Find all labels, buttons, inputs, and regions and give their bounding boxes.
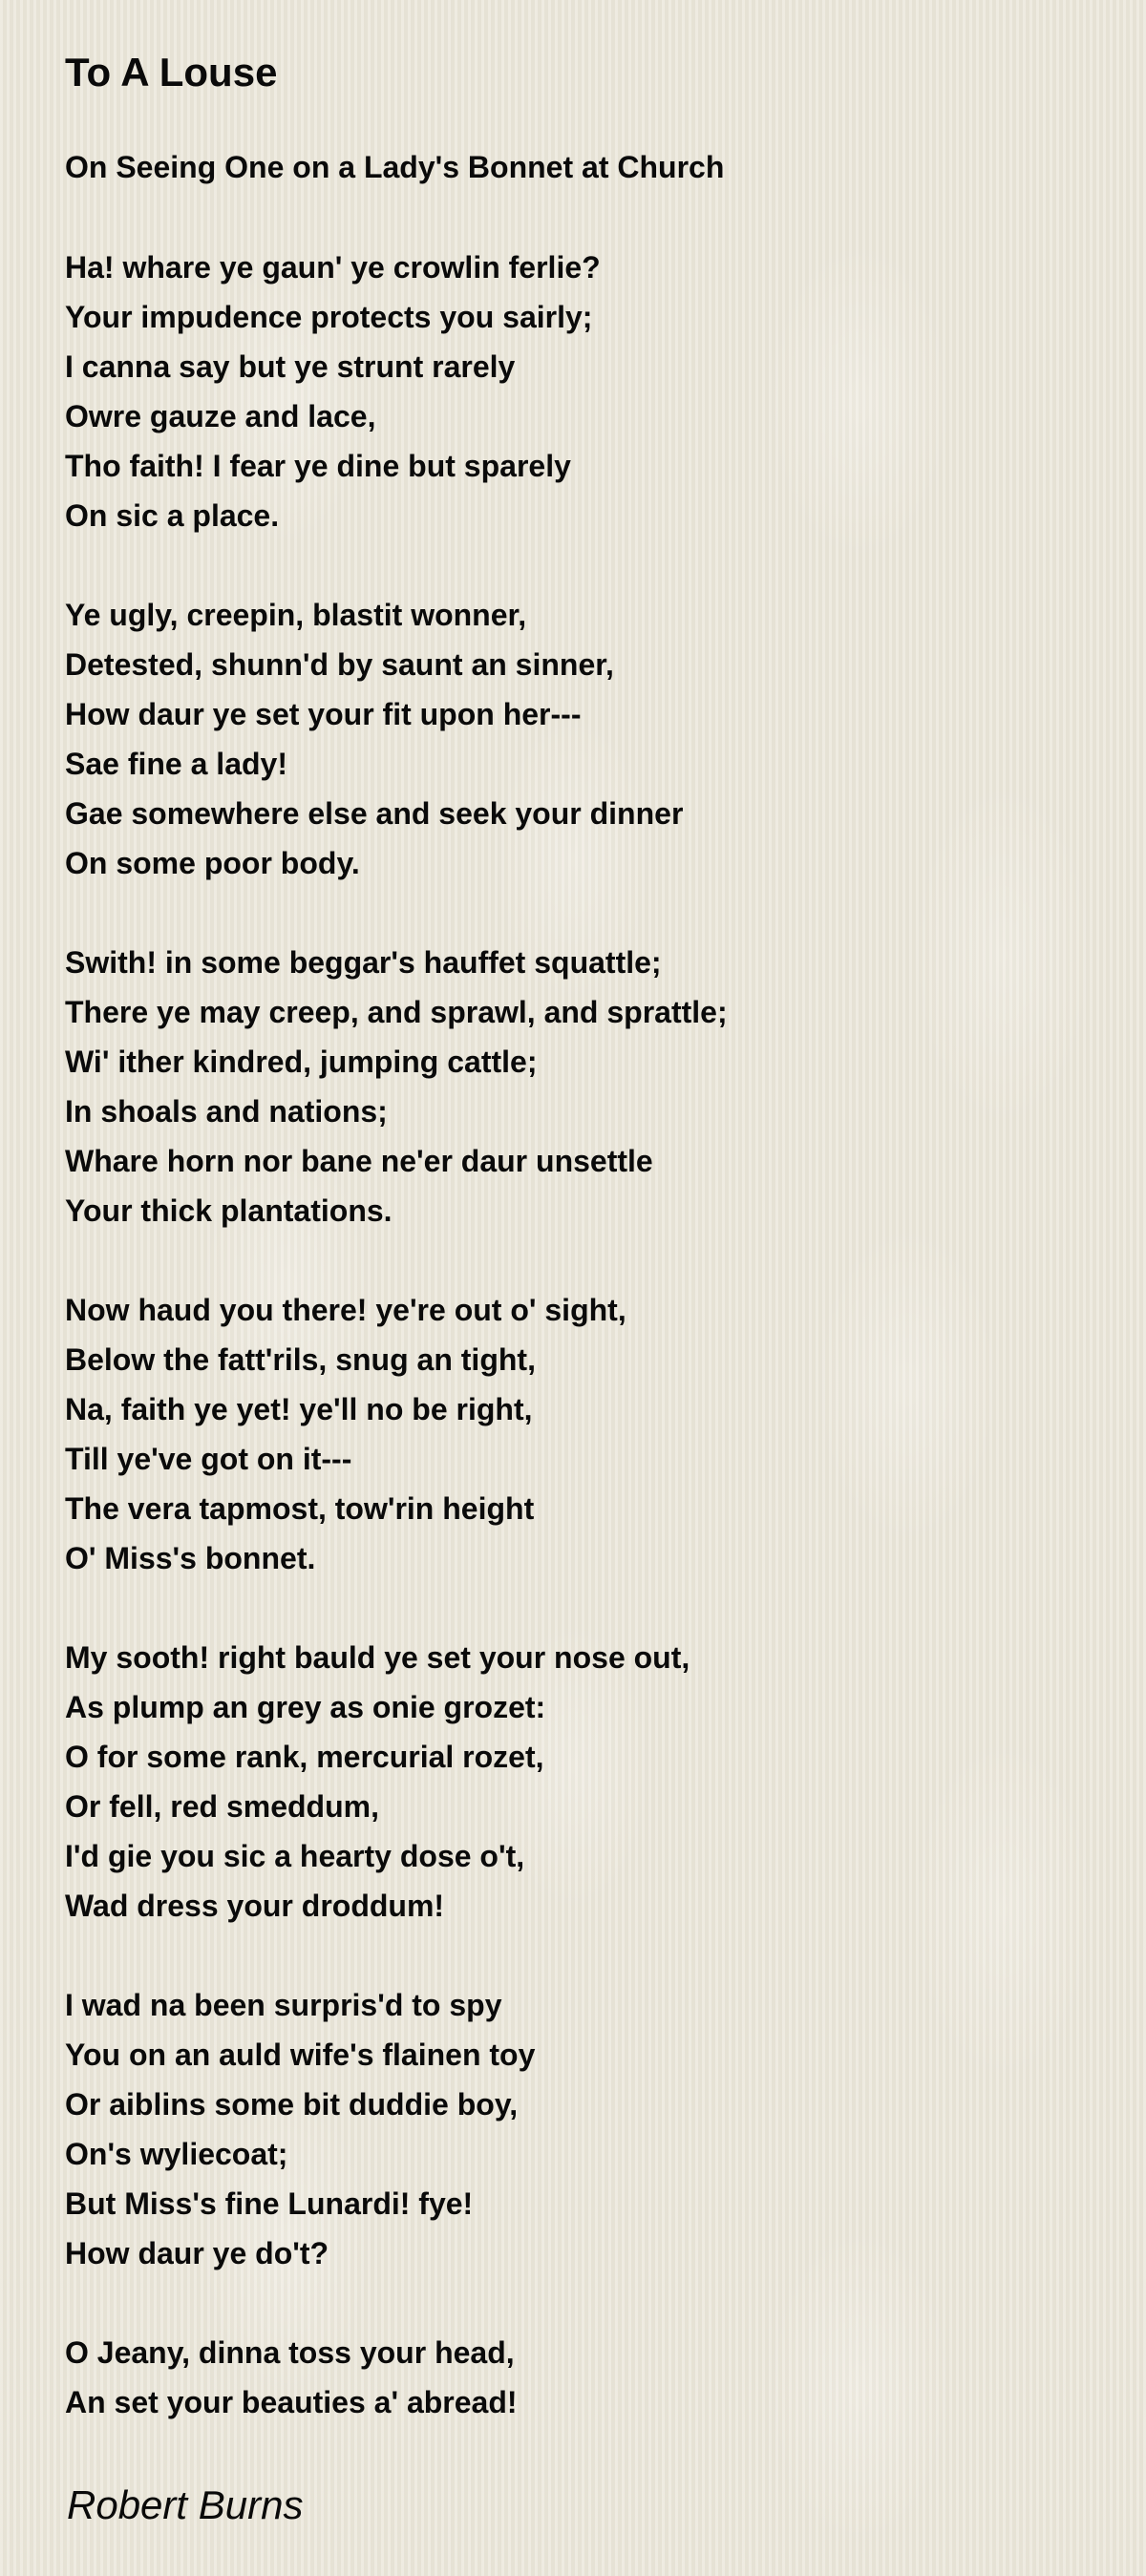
poem-line: How daur ye set your fit upon her--- <box>65 697 582 731</box>
poem-body <box>65 243 1115 2427</box>
poem-line: How daur ye do't? <box>65 2236 329 2270</box>
poem-line: Till ye've got on it--- <box>65 1442 352 1476</box>
poem-line: Swith! in some beggar's hauffet squattle; <box>65 945 662 980</box>
poem-line: Wi' ither kindred, jumping cattle; <box>65 1045 538 1079</box>
poem-line: Now haud you there! ye're out o' sight, <box>65 1293 626 1327</box>
stanza-6 <box>65 1980 1115 2278</box>
poem-line: But Miss's fine Lunardi! fye! <box>65 2186 474 2221</box>
poem-line: Owre gauze and lace, <box>65 399 376 433</box>
poem-line: I'd gie you sic a hearty dose o't, <box>65 1839 525 1873</box>
stanza-2 <box>65 590 1115 888</box>
poem-line: I canna say but ye strunt rarely <box>65 349 516 384</box>
poem-line: O for some rank, mercurial rozet, <box>65 1740 544 1774</box>
poem-line: O' Miss's bonnet. <box>65 1541 316 1575</box>
poem-line: Below the fatt'rils, snug an tight, <box>65 1342 536 1377</box>
poem-line: Detested, shunn'd by saunt an sinner, <box>65 647 614 682</box>
poem-line: On sic a place. <box>65 498 280 533</box>
poem-line: On's wyliecoat; <box>65 2137 288 2171</box>
poem-line: Ye ugly, creepin, blastit wonner, <box>65 598 527 632</box>
stanza-1 <box>65 243 1115 540</box>
poem-line: Na, faith ye yet! ye'll no be right, <box>65 1392 533 1426</box>
stanza-5 <box>65 1633 1115 1931</box>
poem-line: In shoals and nations; <box>65 1094 388 1129</box>
poem-line: Your thick plantations. <box>65 1193 393 1228</box>
poem-line: My sooth! right bauld ye set your nose out, <box>65 1640 690 1675</box>
poem-title: To A Louse <box>65 50 278 95</box>
poem-line: Tho faith! I fear ye dine but sparely <box>65 449 571 483</box>
poem-author: Robert Burns <box>67 2482 304 2527</box>
poem-line: The vera tapmost, tow'rin height <box>65 1491 535 1526</box>
poem-subtitle: On Seeing One on a Lady's Bonnet at Church <box>65 150 725 184</box>
stanza-7 <box>65 2328 1115 2427</box>
poem-line: Or aiblins some bit duddie boy, <box>65 2087 519 2122</box>
poem-line: As plump an grey as onie grozet: <box>65 1690 546 1724</box>
poem-line: There ye may creep, and sprawl, and sprattle; <box>65 995 728 1029</box>
poem-line: Whare horn nor bane ne'er daur unsettle <box>65 1144 653 1178</box>
stanza-3 <box>65 938 1115 1235</box>
poem-line: Ha! whare ye gaun' ye crowlin ferlie? <box>65 250 601 285</box>
poem-line: Wad dress your droddum! <box>65 1889 445 1923</box>
poem-line: I wad na been surpris'd to spy <box>65 1988 502 2022</box>
poem-line: Or fell, red smeddum, <box>65 1789 379 1824</box>
poem-line: On some poor body. <box>65 846 360 880</box>
stanza-4 <box>65 1285 1115 1583</box>
poem-line: Sae fine a lady! <box>65 747 287 781</box>
poem-line: You on an auld wife's flainen toy <box>65 2038 536 2072</box>
poem-line: Your impudence protects you sairly; <box>65 300 593 334</box>
poem-line: O Jeany, dinna toss your head, <box>65 2335 515 2370</box>
poem-line: Gae somewhere else and seek your dinner <box>65 796 684 831</box>
poem-line: An set your beauties a' abread! <box>65 2385 518 2419</box>
poem-container <box>65 48 1115 2427</box>
